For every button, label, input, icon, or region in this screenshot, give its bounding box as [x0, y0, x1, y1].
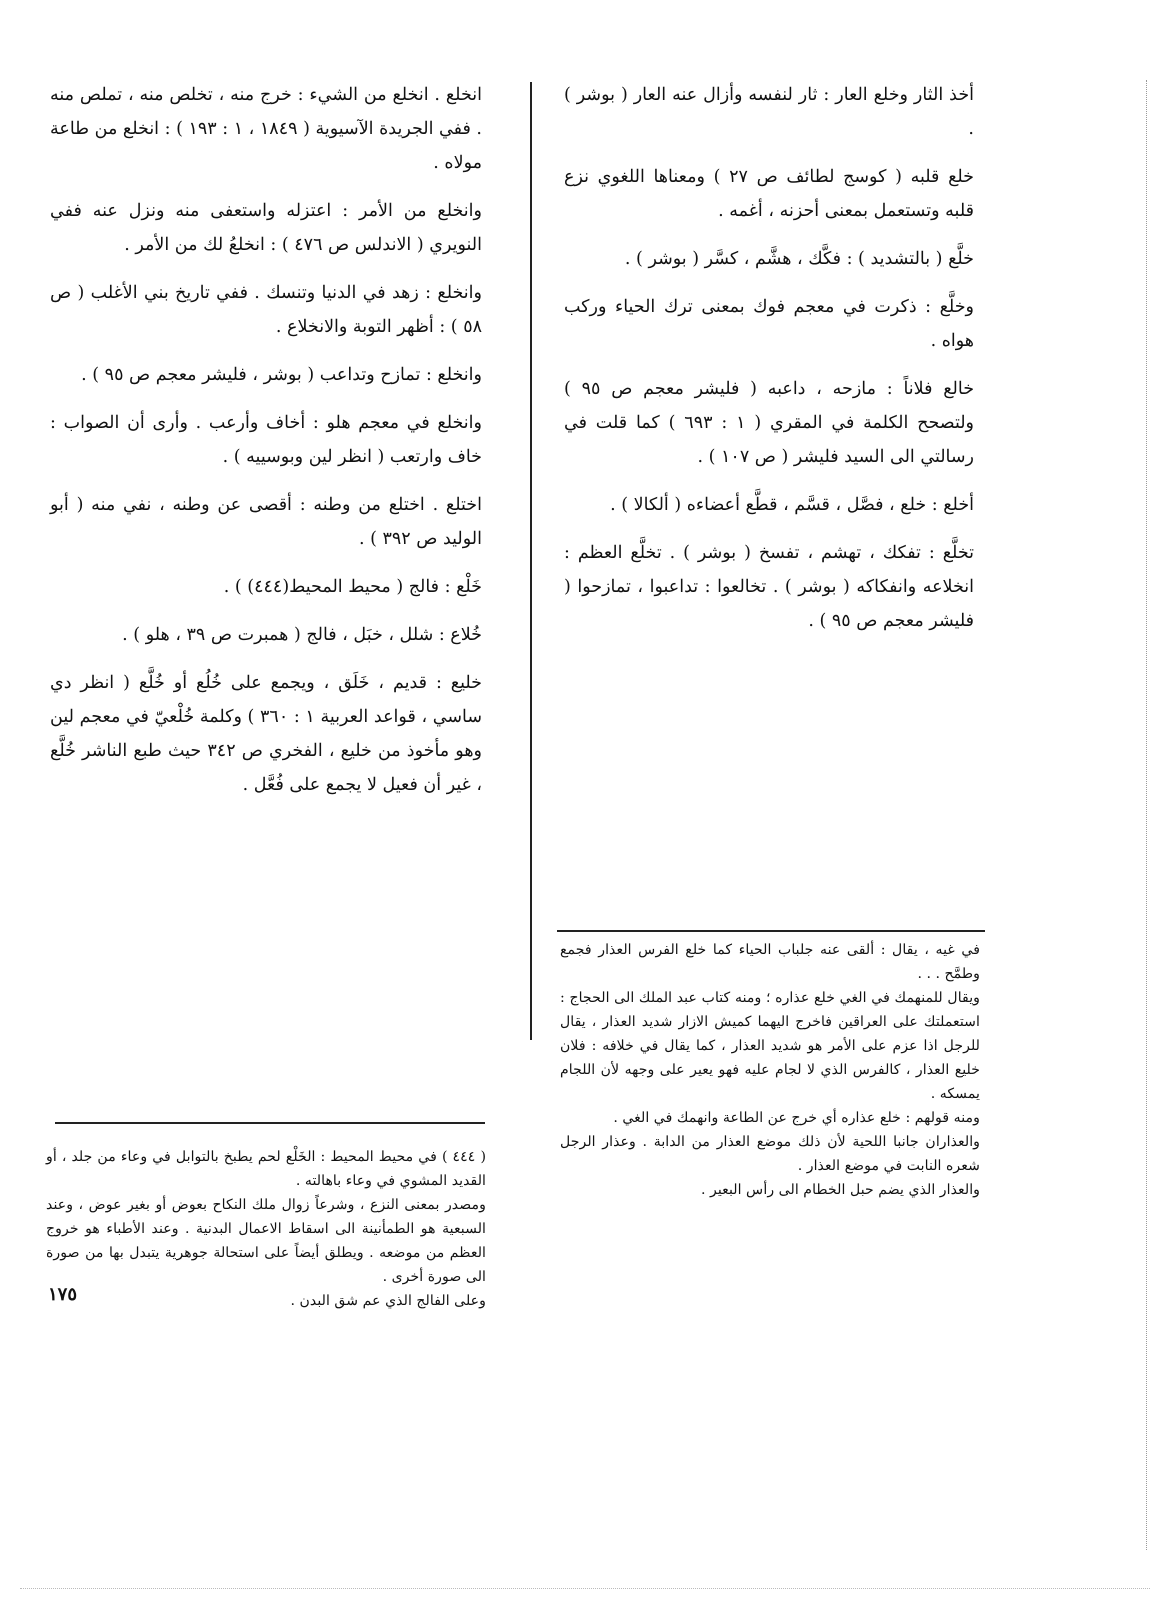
footnote-separator-right — [557, 930, 985, 932]
entry-khallaa: خلَّع ( بالتشديد ) : فكَّك ، هشَّم ، كسَّر ( بوشر ) . — [624, 249, 974, 269]
entry-inkhalaa-tamazuh: وانخلع : تمازح وتداعب ( بوشر ، فليشر معجم ص ٩٥ ) . — [81, 365, 482, 385]
entry-khalaa-fulanan: خالع فلاناً : مازحه ، داعبه ( فليشر معجم ص ٩٥ ) ولتصحح الكلمة في المقري ( ١ : ٦٩٣ ) كما قلت في رسالتي الى السيد فليشر ( ص ١٠٧ ) . — [564, 379, 975, 467]
footnote-left — [46, 1145, 486, 1313]
scan-bottom-noise — [20, 1588, 1150, 1590]
footnote-paragraph: في غيه ، يقال : ألقى عنه جلباب الحياء كما خلع الفرس العذار فجمع وطمَّح . . . — [560, 942, 980, 982]
entry-khalee: خليع : قديم ، خَلَق ، ويجمع على خُلُع أو خُلَّع ( انظر دي ساسي ، قواعد العربية ١ : ٣٦٠ ) وكلمة خُلْعيّ في معجم لين وهو مأخوذ من خليع ، الفخري ص ٣٤٢ حيث طبع الناشر خُلَّع ، غير أن فعيل لا يجمع على فُعَّل . — [50, 673, 483, 795]
footnote-paragraph: ويقال للمنهمك في الغي خلع عذاره ؛ ومنه كتاب عبد الملك الى الحجاج : استعملتك على العراقين فاخرج اليهما كميش الازار شديد العذار ، يقال للرجل اذا عزم على الأمر هو شديد العذار ، كما يقال في خلافه : فلان خليع العذار ، كالفرس الذي لا لجام عليه فهو يعير على وجهه لأن اللجام يمسكه . — [560, 990, 980, 1102]
right-column — [564, 78, 974, 652]
scan-edge-noise — [1146, 80, 1149, 1550]
footnote-paragraph: والعذاران جانبا اللحية لأن ذلك موضع العذار من الدابة . وعذار الرجل شعره النابت في موضع العذار . — [560, 1134, 980, 1174]
footnote-paragraph: وعلى الفالج الذي عم شق البدن . — [290, 1293, 486, 1309]
entry-inkhalaa: انخلع . انخلع من الشيء : خرج منه ، تخلص منه ، تملص منه . ففي الجريدة الآسيوية ( ١٨٤٩ ، ١ : ١٩٣ ) : انخلع من طاعة مولاه . — [50, 85, 482, 173]
entry-inkhalaa-zuhd: وانخلع : زهد في الدنيا وتنسك . ففي تاريخ بني الأغلب ( ص ٥٨ ) : أظهر التوبة والانخلاع . — [50, 283, 482, 337]
footnote-separator-left — [55, 1122, 485, 1124]
entry-inkhalaa-helo: وانخلع في معجم هلو : أخاف وأرعب . وأرى أن الصواب : خاف وارتعب ( انظر لين وبوسييه ) . — [50, 413, 482, 467]
footnote-paragraph: ومصدر بمعنى النزع ، وشرعاً زوال ملك النكاح بعوض أو بغير عوض ، وعند السبعية هو الطمأنينة الى اسقاط الاعمال البدنية . وعند الأطباء هو خروج العظم من موضعه . ويطلق أيضاً على استحالة جوهرية يتبدل بها من صورة الى صورة أخرى . — [46, 1197, 486, 1285]
footnote-paragraph: ( ٤٤٤ ) في محيط المحيط : الخَلْع لحم يطبخ بالتوابل في وعاء من جلد ، أو القديد المشوي في وعاء باهالته . — [46, 1149, 487, 1189]
footnote-paragraph: والعذار الذي يضم حبل الخطام الى رأس البعير . — [701, 1182, 980, 1198]
entry-khulaa: خُلاع : شلل ، خبَل ، فالج ( همبرت ص ٣٩ ، هلو ) . — [122, 625, 482, 645]
left-column — [50, 78, 482, 816]
entry-ikhtalaa: اختلع . اختلع من وطنه : أقصى عن وطنه ، نفي منه ( أبو الوليد ص ٣٩٢ ) . — [50, 495, 482, 549]
entry-inkhalaa-min-al-amr: وانخلع من الأمر : اعتزله واستعفى منه ونزل عنه ففي النويري ( الاندلس ص ٤٧٦ ) : انخلعُ لك من الأمر . — [50, 201, 482, 255]
entry-akhlaa: أخلع : خلع ، فصَّل ، قسَّم ، قطَّع أعضاءه ( ألكالا ) . — [610, 495, 974, 515]
entry-takhallaa: تخلَّع : تفكك ، تهشم ، تفسخ ( بوشر ) . تخلَّع العظم : انخلاعه وانفكاكه ( بوشر ) . تخالعوا : تداعبوا ، تمازحوا ( فليشر معجم ص ٩٥ ) . — [564, 543, 974, 631]
footnote-right — [560, 938, 980, 1202]
entry-wa-khallaa: وخلَّع : ذكرت في معجم فوك بمعنى ترك الحياء وركب هواه . — [564, 297, 974, 351]
entry-akhdh-al-thar: أخذ الثار وخلع العار : ثار لنفسه وأزال عنه العار ( بوشر ) . — [564, 85, 974, 139]
footnote-paragraph: ومنه قولهم : خلع عذاره أي خرج عن الطاعة وانهمك في الغي . — [613, 1110, 980, 1126]
page-number: ١٧٥ — [48, 1284, 78, 1305]
column-divider — [530, 82, 532, 1040]
entry-khal: خَلْع : فالج ( محيط المحيط(٤٤٤) ) . — [223, 577, 482, 597]
entry-khala-qalbahu: خلع قلبه ( كوسج لطائف ص ٢٧ ) ومعناها اللغوي نزع قلبه وتستعمل بمعنى أحزنه ، أغمه . — [564, 167, 974, 221]
